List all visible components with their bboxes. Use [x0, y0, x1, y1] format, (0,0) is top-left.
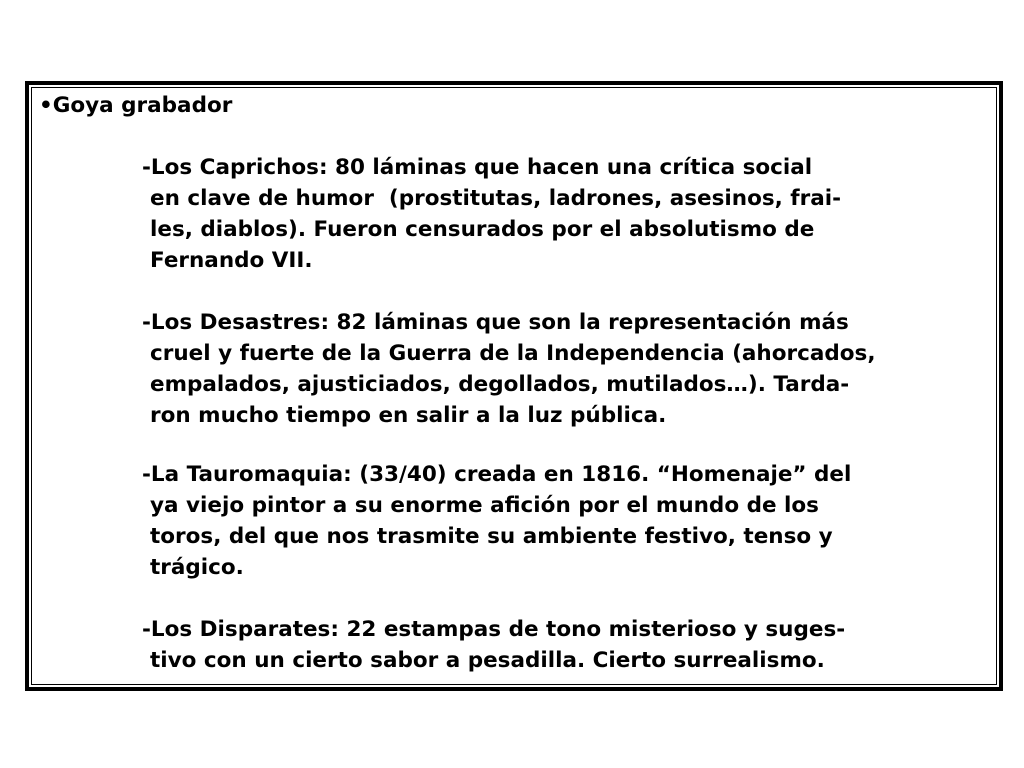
- caprichos-line-3: les, diablos). Fueron censurados por el absolutismo de: [150, 217, 815, 242]
- tauromaquia-line-4: trágico.: [150, 555, 244, 580]
- desastres-line-4: ron mucho tiempo en salir a la luz pública.: [150, 403, 667, 428]
- caprichos-line-4: Fernando VII.: [150, 248, 313, 273]
- disparates-line-2: tivo con un cierto sabor a pesadilla. Cierto surrealismo.: [150, 648, 825, 673]
- disparates-line-1: -Los Disparates: 22 estampas de tono misterioso y suges-: [142, 617, 846, 642]
- desastres-line-2: cruel y fuerte de la Guerra de la Independencia (ahorcados,: [150, 341, 876, 366]
- desastres-line-1: -Los Desastres: 82 láminas que son la representación más: [142, 310, 849, 335]
- slide-heading: •Goya grabador: [39, 93, 233, 118]
- caprichos-line-1: -Los Caprichos: 80 láminas que hacen una crítica social: [142, 155, 813, 180]
- caprichos-line-2: en clave de humor (prostitutas, ladrones, asesinos, frai-: [150, 186, 842, 211]
- tauromaquia-line-1: -La Tauromaquia: (33/40) creada en 1816. “Homenaje” del: [142, 462, 852, 487]
- tauromaquia-line-3: toros, del que nos trasmite su ambiente festivo, tenso y: [150, 524, 833, 549]
- tauromaquia-line-2: ya viejo pintor a su enorme afición por el mundo de los: [150, 493, 819, 518]
- desastres-line-3: empalados, ajusticiados, degollados, mutilados…). Tarda-: [150, 372, 850, 397]
